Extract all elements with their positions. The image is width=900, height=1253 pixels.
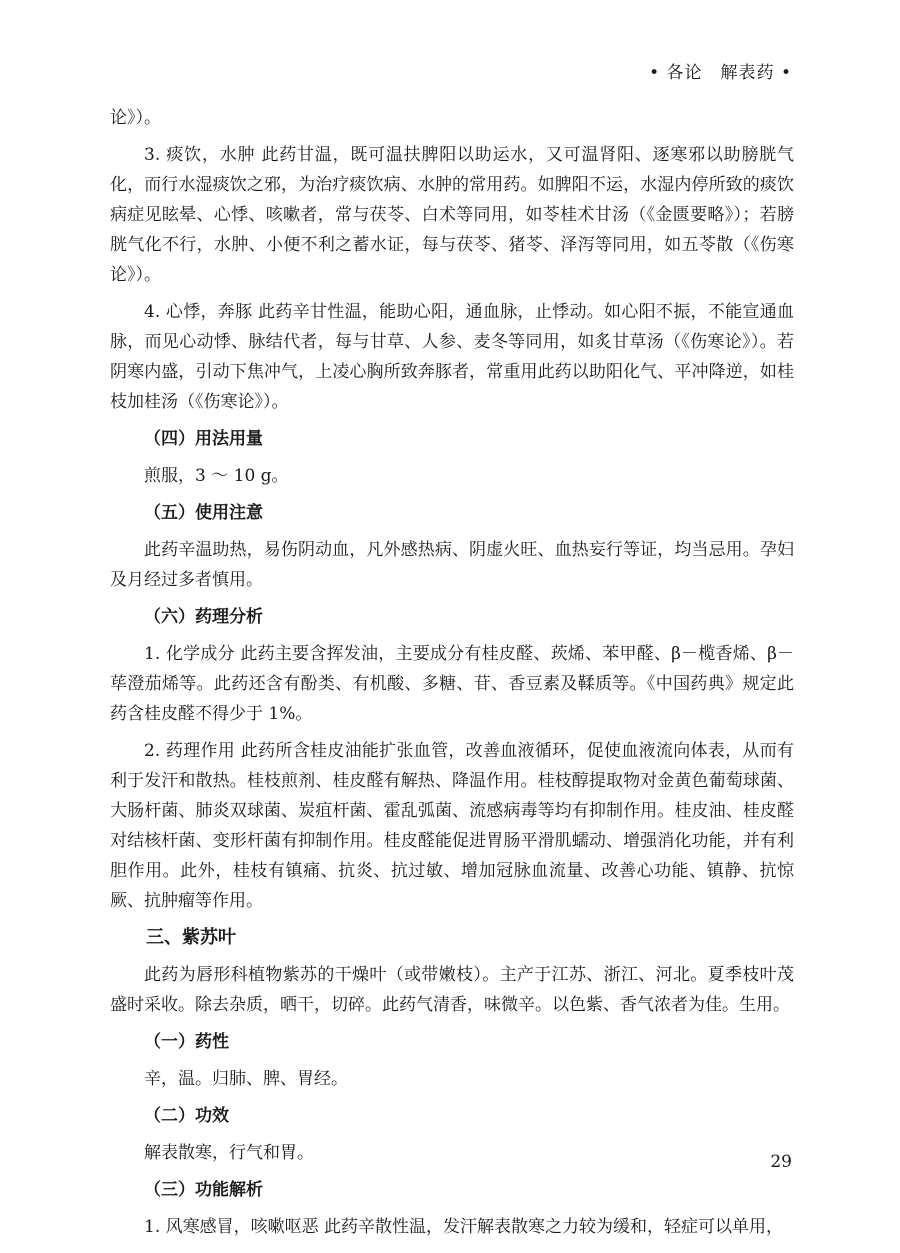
heading-pharmacology: （六）药理分析 bbox=[144, 607, 263, 627]
paragraph-precautions: 此药辛温助热，易伤阴动血，凡外感热病、阴虚火旺、血热妄行等证，均当忌用。孕妇及月经过多者慎用。 bbox=[110, 540, 794, 590]
paragraph-chemistry: 1. 化学成分 此药主要含挥发油，主要成分有桂皮醛、莰烯、苯甲醛、β－榄香烯、β－荜澄茄烯等。此药还含有酚类、有机酸、多糖、苷、香豆素及鞣质等。《中国药典》规定此药含桂皮醛不得少于 1%。 bbox=[110, 644, 794, 724]
paragraph-properties: 辛，温。归肺、脾、胃经。 bbox=[144, 1069, 348, 1089]
paragraph-dosage: 煎服，3 ～ 10 g。 bbox=[144, 466, 289, 486]
heading-function-analysis: （三）功能解析 bbox=[144, 1180, 263, 1200]
heading-precautions: （五）使用注意 bbox=[144, 503, 263, 523]
running-header: • 各论 解表药 • bbox=[649, 63, 792, 83]
paragraph-continuation: 论》）。 bbox=[110, 108, 161, 128]
paragraph-pharmacological-action: 2. 药理作用 此药所含桂皮油能扩张血管，改善血液循环，促使血液流向体表，从而有利于发汗和散热。桂枝煎剂、桂皮醛有解热、降温作用。桂枝醇提取物对金黄色葡萄球菌、大肠杆菌、肺炎双球菌、炭疽杆菌、霍乱弧菌、流感病毒等均有抑制作用。桂皮油、桂皮醛对结核杆菌、变形杆菌有抑制作用。桂皮醛能促进胃肠平滑肌蠕动、增强消化功能，并有利胆作用。此外，桂枝有镇痛、抗炎、抗过敏、增加冠脉血流量、改善心功能、镇静、抗惊厥、抗肿瘤等作用。 bbox=[110, 741, 794, 911]
paragraph-perilla-intro: 此药为唇形科植物紫苏的干燥叶（或带嫩枝）。主产于江苏、浙江、河北。夏季枝叶茂盛时采收。除去杂质，晒干，切碎。此药气清香，味微辛。以色紫、香气浓者为佳。生用。 bbox=[110, 965, 794, 1015]
page-number: 29 bbox=[770, 1152, 792, 1172]
page-body bbox=[110, 103, 794, 1249]
paragraph-palpitation: 4. 心悸，奔豚 此药辛甘性温，能助心阳，通血脉，止悸动。如心阳不振，不能宣通血脉，而见心动悸、脉结代者，每与甘草、人参、麦冬等同用，如炙甘草汤（《伤寒论》）。若阴寒内盛，引动下焦冲气，上凌心胸所致奔豚者，常重用此药以助阳化气、平冲降逆，如桂枝加桂汤（《伤寒论》）。 bbox=[110, 302, 794, 412]
heading-properties: （一）药性 bbox=[144, 1032, 229, 1052]
paragraph-wind-cold: 1. 风寒感冒，咳嗽呕恶 此药辛散性温，发汗解表散寒之力较为缓和，轻症可以单用， bbox=[144, 1217, 784, 1237]
paragraph-efficacy: 解表散寒，行气和胃。 bbox=[144, 1143, 314, 1163]
section-title-perilla: 三、紫苏叶 bbox=[146, 927, 236, 948]
paragraph-phlegm-edema: 3. 痰饮，水肿 此药甘温，既可温扶脾阳以助运水，又可温肾阳、逐寒邪以助膀胱气化，而行水湿痰饮之邪，为治疗痰饮病、水肿的常用药。如脾阳不运，水湿内停所致的痰饮病症见眩晕、心悸、咳嗽者，常与茯苓、白术等同用，如苓桂术甘汤（《金匮要略》）；若膀胱气化不行，水肿、小便不利之蓄水证，每与茯苓、猪苓、泽泻等同用，如五苓散（《伤寒论》）。 bbox=[110, 145, 794, 285]
heading-efficacy: （二）功效 bbox=[144, 1106, 229, 1126]
heading-usage-dosage: （四）用法用量 bbox=[144, 429, 263, 449]
